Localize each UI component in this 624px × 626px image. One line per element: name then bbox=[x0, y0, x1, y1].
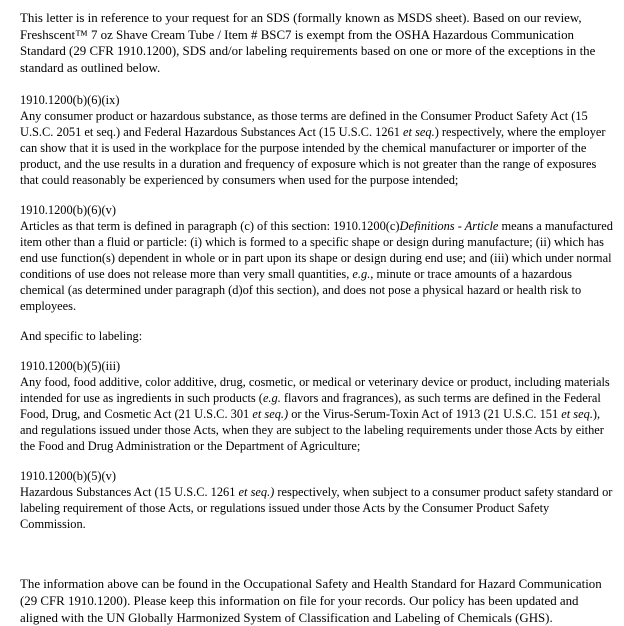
section-exemption-consumer-product bbox=[20, 92, 614, 188]
section-italic-text: et seq. bbox=[403, 125, 435, 140]
intro-paragraph: This letter is in reference to your request for an SDS (formally known as MSDS sheet). Based on our review, Freshscent™ 7 oz Shave Cream Tube / Item # BSC7 is exempt from the OSHA Hazardous Communication Standard (29 CFR 1910.1200), SDS and/or labeling requirements based on one or more of the exceptions in the standard as outlined below. bbox=[20, 11, 596, 75]
section-text: Any food, food additive, color additive, drug, cosmetic, or medical or veterinary device or product, including materials intended for use as ingredients in such products ( bbox=[20, 375, 610, 406]
section-text: Any consumer product or hazardous substance, as those terms are defined in the Consumer Product Safety Act (15 U.S.C. 2051 et seq.) and Federal Hazardous Substances Act (15 U.S.C. 1261 bbox=[20, 109, 588, 140]
section-text: Hazardous Substances Act (15 U.S.C. 1261 bbox=[20, 485, 239, 500]
section-citation: 1910.1200(b)(5)(iii) bbox=[20, 359, 121, 374]
section-text: means a manufactured item other than a fluid or particle: (i) which is formed to a specific shape or design during manufacture; (ii) which has end use function(s) dependent in whole or in part upon its shape or design during end use; and (iii) which under normal conditions of use does not release more than very small quantities, bbox=[20, 219, 613, 282]
section-italic-text: et seq.) bbox=[252, 407, 289, 422]
section-citation: 1910.1200(b)(6)(ix) bbox=[20, 93, 120, 108]
section-italic-text: et seq. bbox=[561, 407, 593, 422]
section-citation: 1910.1200(b)(6)(v) bbox=[20, 203, 117, 218]
section-italic-text: Definitions - Article bbox=[399, 219, 499, 234]
section-italic-text: e.g., bbox=[352, 267, 374, 282]
section-citation: 1910.1200(b)(5)(v) bbox=[20, 469, 117, 484]
section-text: ) respectively, where the employer can show that it is used in the workplace for the purpose intended by the chemical manufacturer or importer of the product, and the use results in a duration and frequency of exposure which is not greater than the range of exposures that could reasonably be experienced by consumers when used for the purpose intended; bbox=[20, 125, 606, 188]
section-labeling-food-drug bbox=[20, 358, 614, 454]
letter-body bbox=[20, 10, 614, 626]
section-text: Articles as that term is defined in paragraph (c) of this section: 1910.1200(c) bbox=[20, 219, 400, 234]
section-text: ), and regulations issued under those Acts, when they are subject to the labeling requirements under those Acts by either the Food and Drug Administration or the Department of Agriculture; bbox=[20, 407, 604, 454]
section-labeling-hazardous-substances bbox=[20, 468, 614, 532]
section-text: flavors and fragrances), as such terms are defined in the Federal Food, Drug, and Cosmetic Act (21 U.S.C. 301 bbox=[20, 391, 601, 422]
section-italic-text: e.g. bbox=[262, 391, 281, 406]
labeling-heading: And specific to labeling: bbox=[20, 329, 143, 344]
closing-paragraph: The information above can be found in the Occupational Safety and Health Standard for Hazard Communication (29 CFR 1910.1200). Please keep this information on file for your records. Our policy has been updated and aligned with the UN Globally Harmonized System of Classification and Labeling of Chemicals (GHS). bbox=[20, 577, 602, 625]
section-text: or the Virus-Serum-Toxin Act of 1913 (21 U.S.C. 151 bbox=[288, 407, 562, 422]
section-italic-text: et seq.) bbox=[238, 485, 275, 500]
section-text: minute or trace amounts of a hazardous chemical (as determined under paragraph (d)of this section), and does not pose a physical hazard or health risk to employees. bbox=[20, 267, 582, 314]
section-text: respectively, when subject to a consumer product safety standard or labeling requirement of those Acts, or regulations issued under those Acts by the Consumer Product Safety Commission. bbox=[20, 485, 613, 532]
section-exemption-articles bbox=[20, 202, 614, 314]
